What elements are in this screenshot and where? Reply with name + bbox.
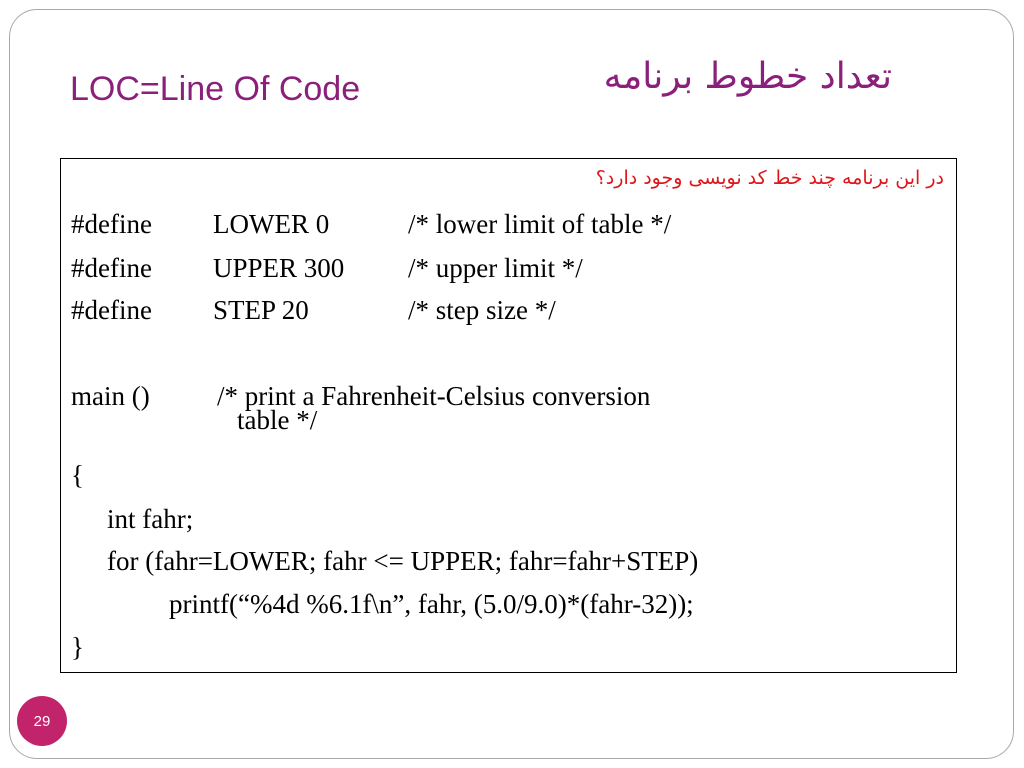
define-keyword: #define [71,209,152,239]
code-line-open-brace: { [71,460,84,490]
code-line-for-loop: for (fahr=LOWER; fahr <= UPPER; fahr=fahr+STEP) [107,546,699,576]
code-line-close-brace: } [71,632,84,662]
code-line-define-step [71,295,556,325]
page-number-badge [17,696,67,746]
page-number: 29 [33,712,51,730]
code-line-main [71,381,651,435]
code-box [60,158,957,673]
slide-title-persian: تعداد خطوط برنامه [603,56,892,97]
question-text: در این برنامه چند خط کد نویسی وجود دارد؟ [595,167,944,189]
slide-title-english: LOC=Line Of Code [70,70,361,108]
code-comment: /* upper limit */ [408,253,583,283]
code-line-define-lower [71,209,672,239]
code-comment-continuation: table */ [237,405,318,435]
define-keyword: #define [71,253,152,283]
code-line-define-upper [71,253,583,283]
code-comment: /* lower limit of table */ [408,209,672,239]
code-comment: /* step size */ [408,295,556,325]
code-comment: /* print a Fahrenheit-Celsius conversion [217,381,651,411]
define-keyword: #define [71,295,152,325]
code-line-declaration: int fahr; [107,504,194,534]
main-signature: main () [71,381,150,411]
code-line-printf: printf(“%4d %6.1f\n”, fahr, (5.0/9.0)*(fahr-32)); [169,589,694,619]
macro-definition: UPPER 300 [213,253,345,283]
macro-definition: STEP 20 [213,295,309,325]
macro-definition: LOWER 0 [213,209,330,239]
